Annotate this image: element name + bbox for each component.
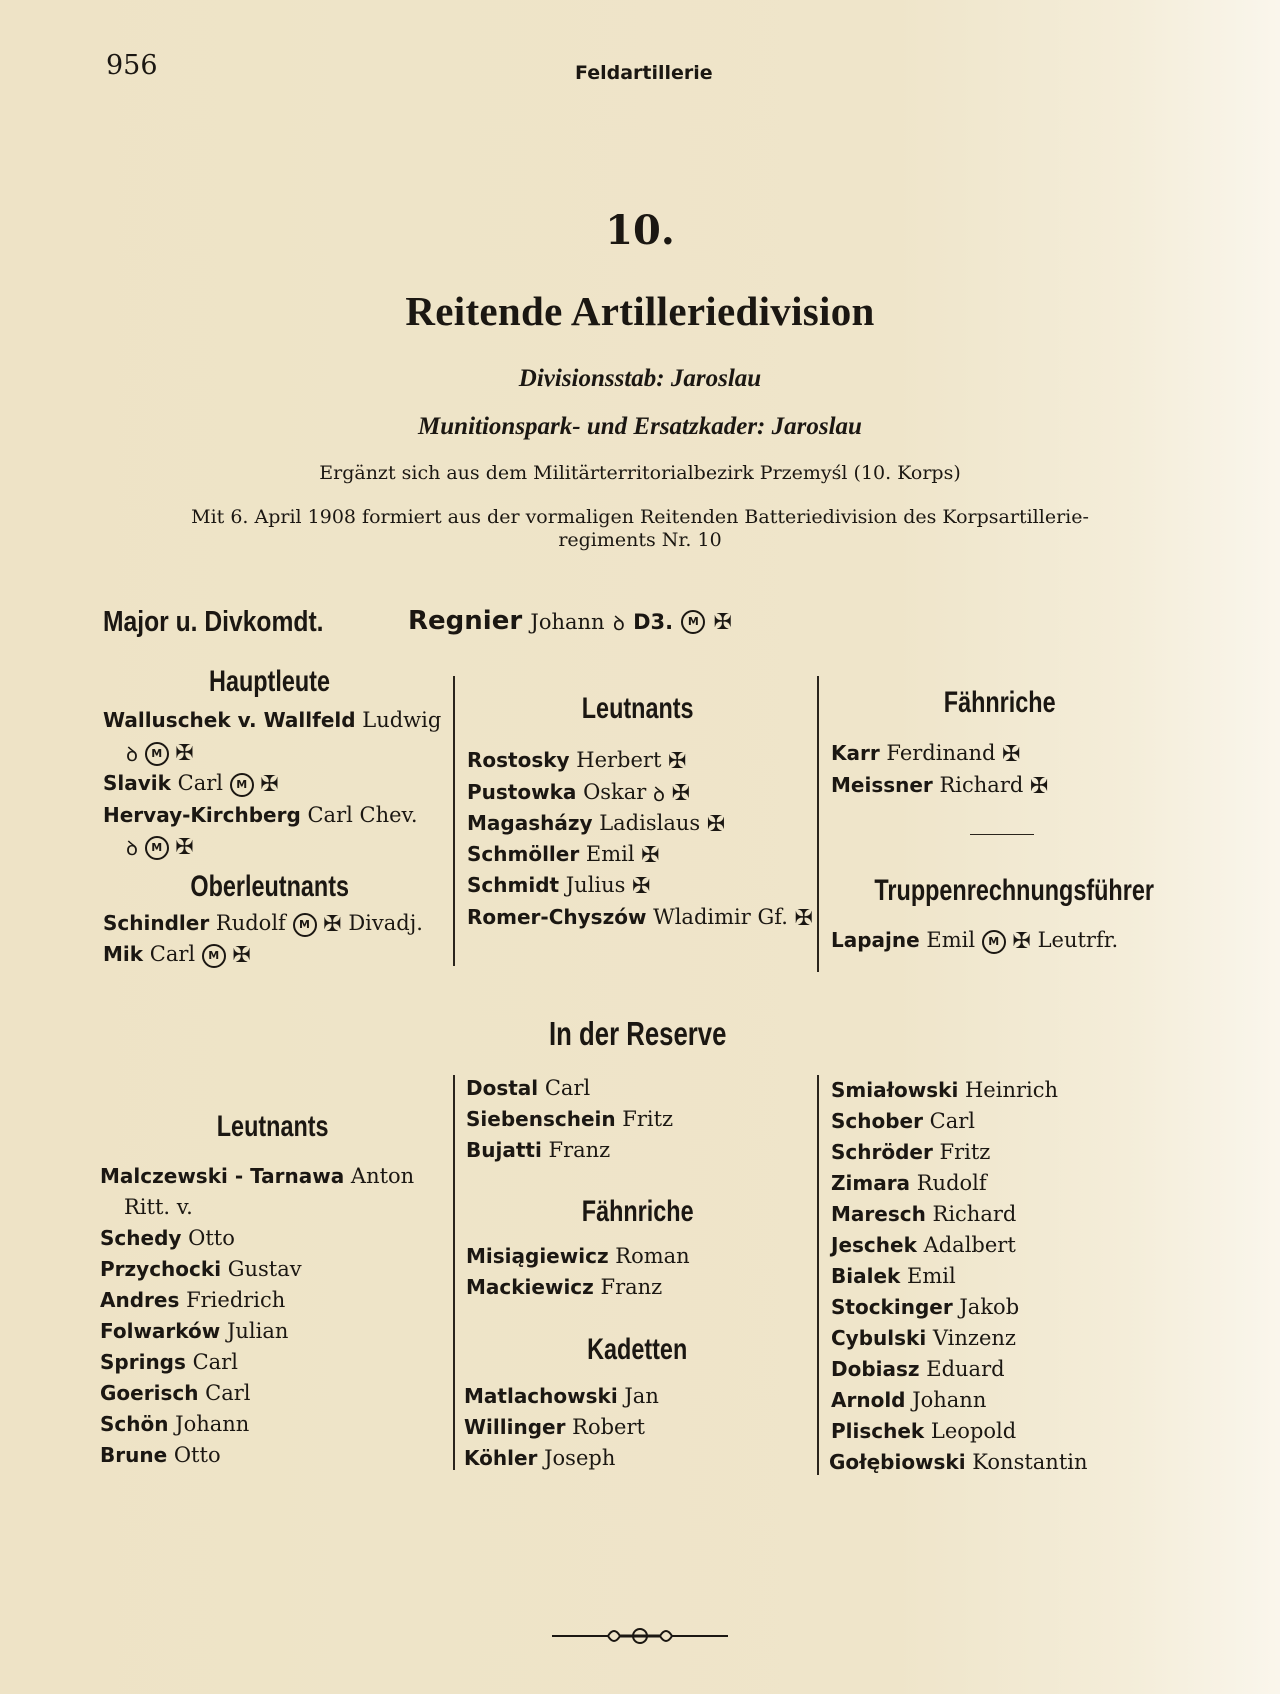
heading-truppenrechnungsfuehrer: Truppenrechnungsführer bbox=[874, 874, 1154, 907]
cross-icon: ✠ bbox=[260, 772, 279, 797]
cross-icon: ✠ bbox=[632, 874, 651, 899]
list-item: Zimara Rudolf bbox=[831, 1171, 987, 1195]
merit-m-icon: M bbox=[681, 610, 705, 634]
list-item: Walluschek v. Wallfeld Ludwig bbox=[103, 708, 442, 732]
medal-icon: ꝺ bbox=[653, 782, 666, 806]
list-item: Schindler Rudolf M ✠ Divadj. bbox=[103, 911, 423, 937]
section-number: 10. bbox=[605, 207, 675, 254]
list-item: Lapajne Emil M ✠ Leutrfr. bbox=[831, 928, 1119, 954]
heading-leutnants: Leutnants bbox=[581, 692, 694, 725]
commander-rank: Major u. Divkomdt. bbox=[103, 606, 324, 638]
divider-2 bbox=[817, 676, 819, 972]
divider-short bbox=[970, 834, 1034, 835]
ornament-icon bbox=[550, 1616, 730, 1656]
recruitment-line: Ergänzt sich aus dem Militärterritorialbezirk Przemyśl (10. Korps) bbox=[319, 462, 961, 484]
subtitle-munitions: Munitionspark- und Ersatzkader: Jaroslau bbox=[418, 413, 862, 440]
medal-icon: ꝺ bbox=[126, 742, 138, 766]
cross-icon: ✠ bbox=[668, 749, 687, 774]
list-item: Przychocki Gustav bbox=[100, 1257, 302, 1281]
merit-m-icon: M bbox=[230, 773, 254, 797]
list-item: Misiągiewicz Roman bbox=[466, 1244, 690, 1268]
list-item: Köhler Joseph bbox=[464, 1446, 616, 1470]
medal-icon: ꝺ bbox=[126, 836, 138, 860]
heading-reserve-leutnants: Leutnants bbox=[216, 1110, 329, 1143]
list-item: Andres Friedrich bbox=[100, 1288, 286, 1312]
subtitle-staff: Divisionsstab: Jaroslau bbox=[518, 365, 762, 392]
cross-icon: ✠ bbox=[713, 609, 733, 635]
list-item: Pustowka Oskar ꝺ ✠ bbox=[467, 780, 691, 806]
heading-faehnriche: Fähnriche bbox=[944, 686, 1056, 719]
list-item: Schedy Otto bbox=[100, 1226, 235, 1250]
cross-icon: ✠ bbox=[1002, 742, 1021, 767]
list-item: Dobiasz Eduard bbox=[831, 1357, 1005, 1381]
list-item: Gołębiowski Konstantin bbox=[829, 1450, 1088, 1474]
list-item: Dostal Carl bbox=[466, 1076, 591, 1100]
heading-reserve: In der Reserve bbox=[548, 1015, 727, 1052]
heading-kadetten: Kadetten bbox=[587, 1333, 688, 1366]
cross-icon: ✠ bbox=[232, 943, 251, 968]
list-item: Schmidt Julius ✠ bbox=[467, 873, 651, 899]
decorations-row bbox=[126, 834, 194, 861]
list-item: Malczewski - Tarnawa Anton bbox=[100, 1164, 415, 1188]
cross-icon: ✠ bbox=[671, 781, 691, 806]
merit-m-icon: M bbox=[293, 913, 317, 937]
page-number: 956 bbox=[106, 50, 158, 81]
list-item: Romer-Chyszów Wladimir Gf. ✠ bbox=[467, 905, 814, 931]
list-item: Arnold Johann bbox=[831, 1388, 987, 1412]
formation-line-1: Mit 6. April 1908 formiert aus der vormaligen Reitenden Batteriedivision des Korpsartillerie- bbox=[191, 506, 1089, 528]
list-item: Ritt. v. bbox=[124, 1195, 193, 1219]
running-title: Feldartillerie bbox=[575, 62, 713, 84]
list-item: Goerisch Carl bbox=[100, 1381, 251, 1405]
cross-icon: ✠ bbox=[794, 906, 814, 931]
decorations-row bbox=[126, 740, 194, 767]
list-item: Schmöller Emil ✠ bbox=[467, 842, 660, 868]
merit-m-icon: M bbox=[145, 836, 169, 860]
list-item: Matlachowski Jan bbox=[464, 1384, 659, 1408]
divider-1 bbox=[453, 676, 455, 966]
cross-icon: ✠ bbox=[175, 835, 194, 860]
list-item: Willinger Robert bbox=[464, 1415, 645, 1439]
commander-line bbox=[103, 604, 733, 639]
list-item: Schober Carl bbox=[831, 1109, 976, 1133]
list-item: Smiałowski Heinrich bbox=[831, 1078, 1059, 1102]
formation-line-2: regiments Nr. 10 bbox=[558, 529, 722, 551]
cross-icon: ✠ bbox=[1012, 929, 1031, 954]
list-item: Slavik Carl M ✠ bbox=[103, 771, 279, 797]
list-item: Mackiewicz Franz bbox=[466, 1275, 663, 1299]
page-title: Reitende Artilleriedivision bbox=[405, 288, 875, 334]
list-item: Hervay-Kirchberg Carl Chev. bbox=[103, 803, 418, 827]
merit-m-icon: M bbox=[982, 930, 1006, 954]
list-item: Folwarków Julian bbox=[100, 1319, 289, 1343]
heading-reserve-faehnriche: Fähnriche bbox=[581, 1195, 694, 1228]
commander-decoration: D3. bbox=[633, 610, 674, 634]
medal-icon: ꝺ bbox=[612, 610, 625, 635]
list-item: Mik Carl M ✠ bbox=[103, 942, 251, 968]
cross-icon: ✠ bbox=[641, 843, 660, 868]
divider-3 bbox=[453, 1075, 455, 1470]
list-item: Bujatti Franz bbox=[466, 1138, 611, 1162]
formation-note bbox=[100, 506, 1180, 552]
list-item: Springs Carl bbox=[100, 1350, 238, 1374]
list-item: Jeschek Adalbert bbox=[831, 1233, 1016, 1257]
cross-icon: ✠ bbox=[1030, 774, 1049, 799]
heading-hauptleute: Hauptleute bbox=[209, 665, 331, 698]
list-item: Magasházy Ladislaus ✠ bbox=[467, 811, 726, 837]
commander-surname: Regnier bbox=[408, 606, 523, 636]
list-item: Siebenschein Fritz bbox=[466, 1107, 674, 1131]
list-item: Karr Ferdinand ✠ bbox=[831, 741, 1021, 767]
commander-name bbox=[408, 606, 732, 636]
merit-m-icon: M bbox=[202, 944, 226, 968]
list-item: Meissner Richard ✠ bbox=[831, 773, 1049, 799]
list-item: Plischek Leopold bbox=[831, 1419, 1017, 1443]
list-item: Bialek Emil bbox=[831, 1264, 956, 1288]
list-item: Stockinger Jakob bbox=[831, 1295, 1020, 1319]
list-item: Cybulski Vinzenz bbox=[831, 1326, 1016, 1350]
cross-icon: ✠ bbox=[706, 812, 726, 837]
divider-4 bbox=[817, 1075, 819, 1475]
list-item: Maresch Richard bbox=[831, 1202, 1017, 1226]
commander-given: Johann bbox=[530, 610, 605, 634]
cross-icon: ✠ bbox=[323, 912, 342, 937]
cross-icon: ✠ bbox=[175, 741, 194, 766]
list-item: Brune Otto bbox=[100, 1443, 221, 1467]
list-item: Schön Johann bbox=[100, 1412, 250, 1436]
list-item: Rostosky Herbert ✠ bbox=[467, 748, 687, 774]
list-item: Schröder Fritz bbox=[831, 1140, 991, 1164]
merit-m-icon: M bbox=[145, 742, 169, 766]
heading-oberleutnants: Oberleutnants bbox=[190, 870, 350, 903]
